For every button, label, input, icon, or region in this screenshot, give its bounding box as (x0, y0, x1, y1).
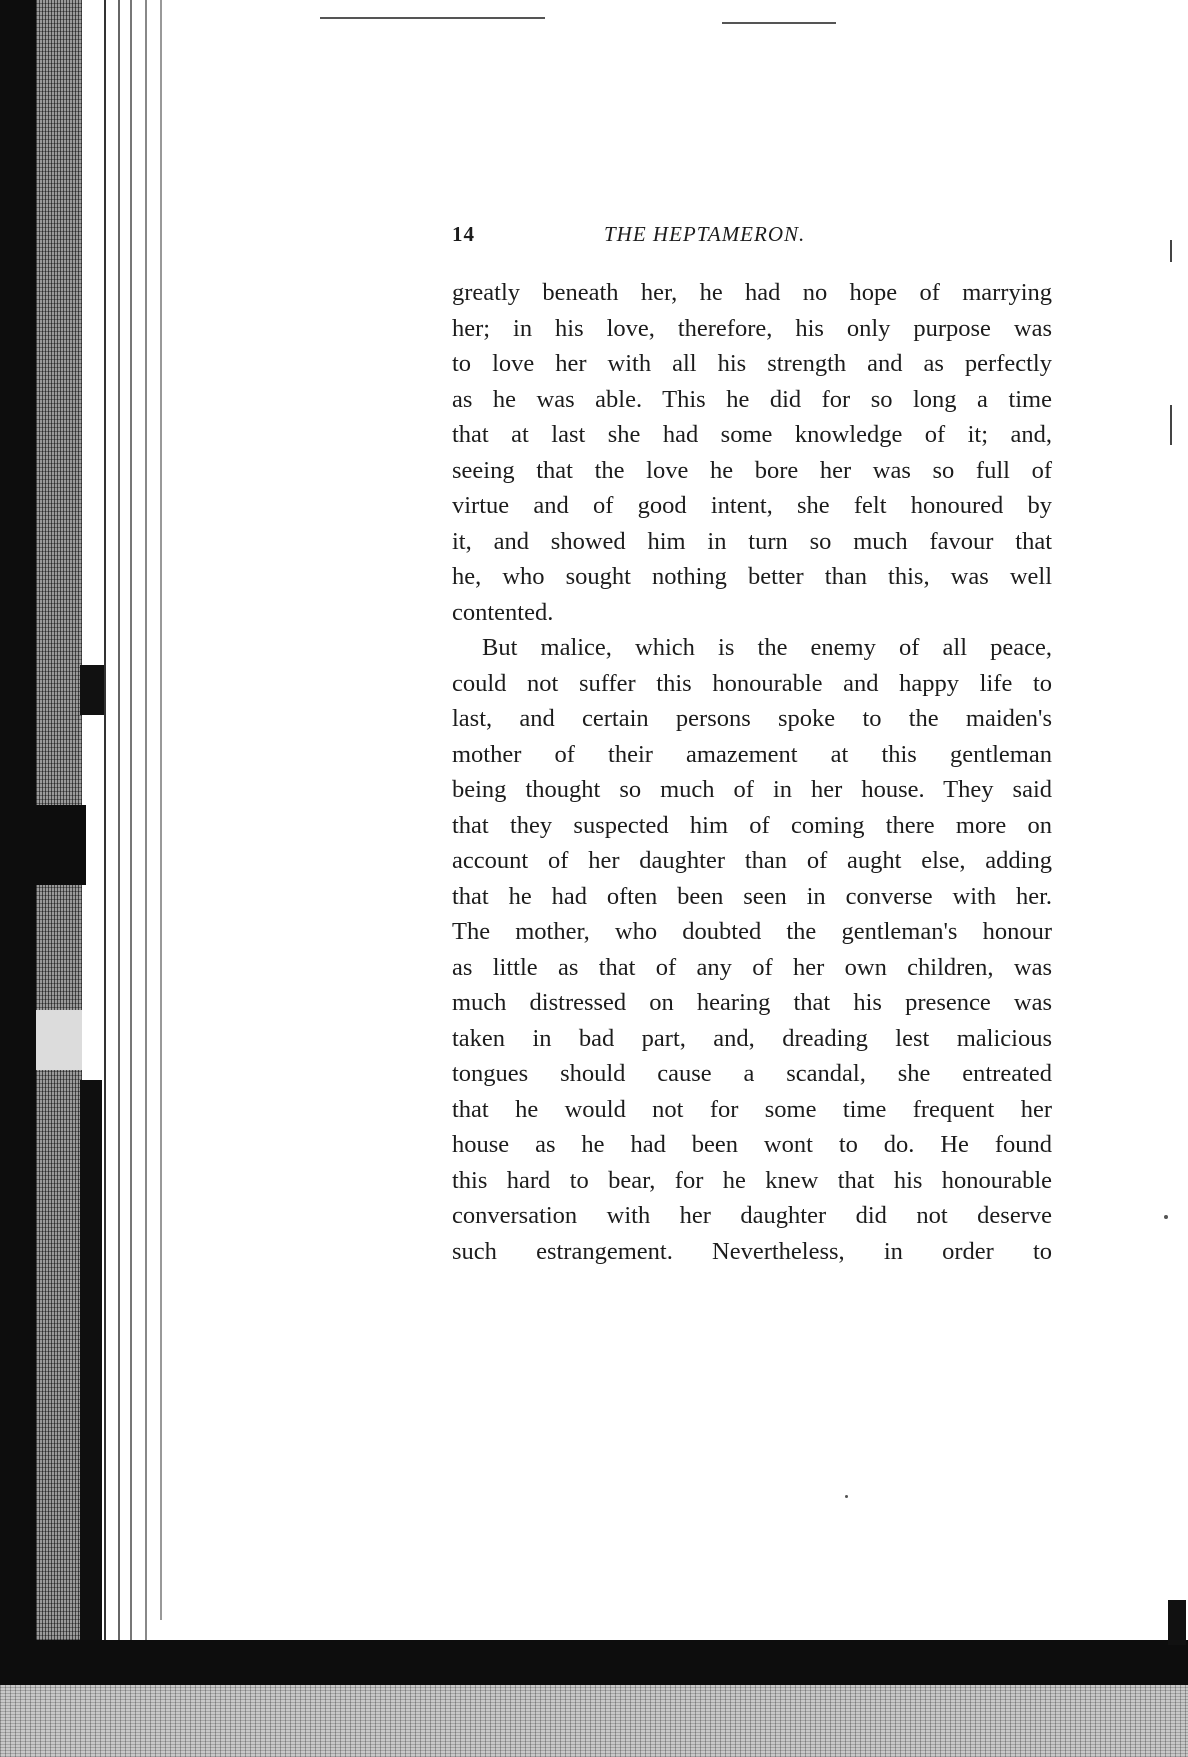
binding-shadow (0, 0, 36, 1757)
page-number: 14 (452, 222, 475, 246)
margin-mark (1170, 240, 1172, 262)
scan-speck (1164, 1215, 1168, 1219)
scan-speck (845, 1495, 848, 1498)
body-text (452, 275, 1052, 1269)
top-rule (722, 22, 836, 24)
text-line: it, and showed him in turn so much favour that (452, 527, 1052, 555)
text-line: taken in bad part, and, dreading lest malicious (452, 1024, 1052, 1052)
binding-dark-block (80, 665, 106, 715)
text-line: to love her with all his strength and as perfectly (452, 350, 1052, 377)
text-line: last, and certain persons spoke to the maiden's (452, 705, 1052, 732)
page-edge-line (160, 0, 162, 1620)
bottom-binding-shadow (0, 1640, 1188, 1685)
margin-mark (1168, 1600, 1186, 1645)
text-line: contented. (452, 598, 554, 626)
text-line: this hard to bear, for he knew that his honourable (452, 1166, 1052, 1194)
text-line: conversation with her daughter did not deserve (452, 1202, 1052, 1229)
bottom-scan-noise (0, 1685, 1188, 1757)
text-line: that at last she had some knowledge of it; and, (452, 421, 1052, 448)
running-title: THE HEPTAMERON. (604, 222, 806, 246)
page-edge-line (145, 0, 147, 1640)
paragraph (452, 630, 1052, 1269)
text-line: that he had often been seen in converse with her. (452, 882, 1052, 910)
text-line: he, who sought nothing better than this, was well (452, 563, 1052, 590)
page-edge-line (104, 0, 106, 1640)
binding-texture-light (36, 1010, 82, 1070)
paragraph (452, 275, 1052, 630)
text-line: much distressed on hearing that his presence was (452, 989, 1052, 1016)
binding-dark-block (80, 1080, 102, 1640)
top-rule (320, 17, 545, 19)
text-line: such estrangement. Nevertheless, in order to (452, 1237, 1052, 1265)
text-line: her; in his love, therefore, his only purpose was (452, 314, 1052, 342)
margin-mark (1170, 405, 1172, 445)
page-edge-line (130, 0, 132, 1640)
running-head (452, 222, 1052, 252)
text-line: house as he had been wont to do. He found (452, 1131, 1052, 1158)
text-line: account of her daughter than of aught else, adding (452, 847, 1052, 874)
text-line: mother of their amazement at this gentleman (452, 740, 1052, 768)
text-line: as he was able. This he did for so long a time (452, 385, 1052, 413)
text-line: virtue and of good intent, she felt honoured by (452, 492, 1052, 519)
text-line: that he would not for some time frequent her (452, 1095, 1052, 1123)
text-line: But malice, which is the enemy of all peace, (482, 634, 1052, 661)
page-edge-line (118, 0, 120, 1640)
text-line: The mother, who doubted the gentleman's honour (452, 918, 1052, 945)
text-line: as little as that of any of her own children, was (452, 953, 1052, 981)
text-line: seeing that the love he bore her was so full of (452, 456, 1052, 484)
text-line: being thought so much of in her house. They said (452, 776, 1052, 803)
text-line: greatly beneath her, he had no hope of marrying (452, 279, 1052, 306)
text-line: that they suspected him of coming there more on (452, 811, 1052, 839)
text-line: could not suffer this honourable and happy life to (452, 669, 1052, 697)
binding-dark-block (36, 805, 86, 885)
text-line: tongues should cause a scandal, she entreated (452, 1060, 1052, 1087)
